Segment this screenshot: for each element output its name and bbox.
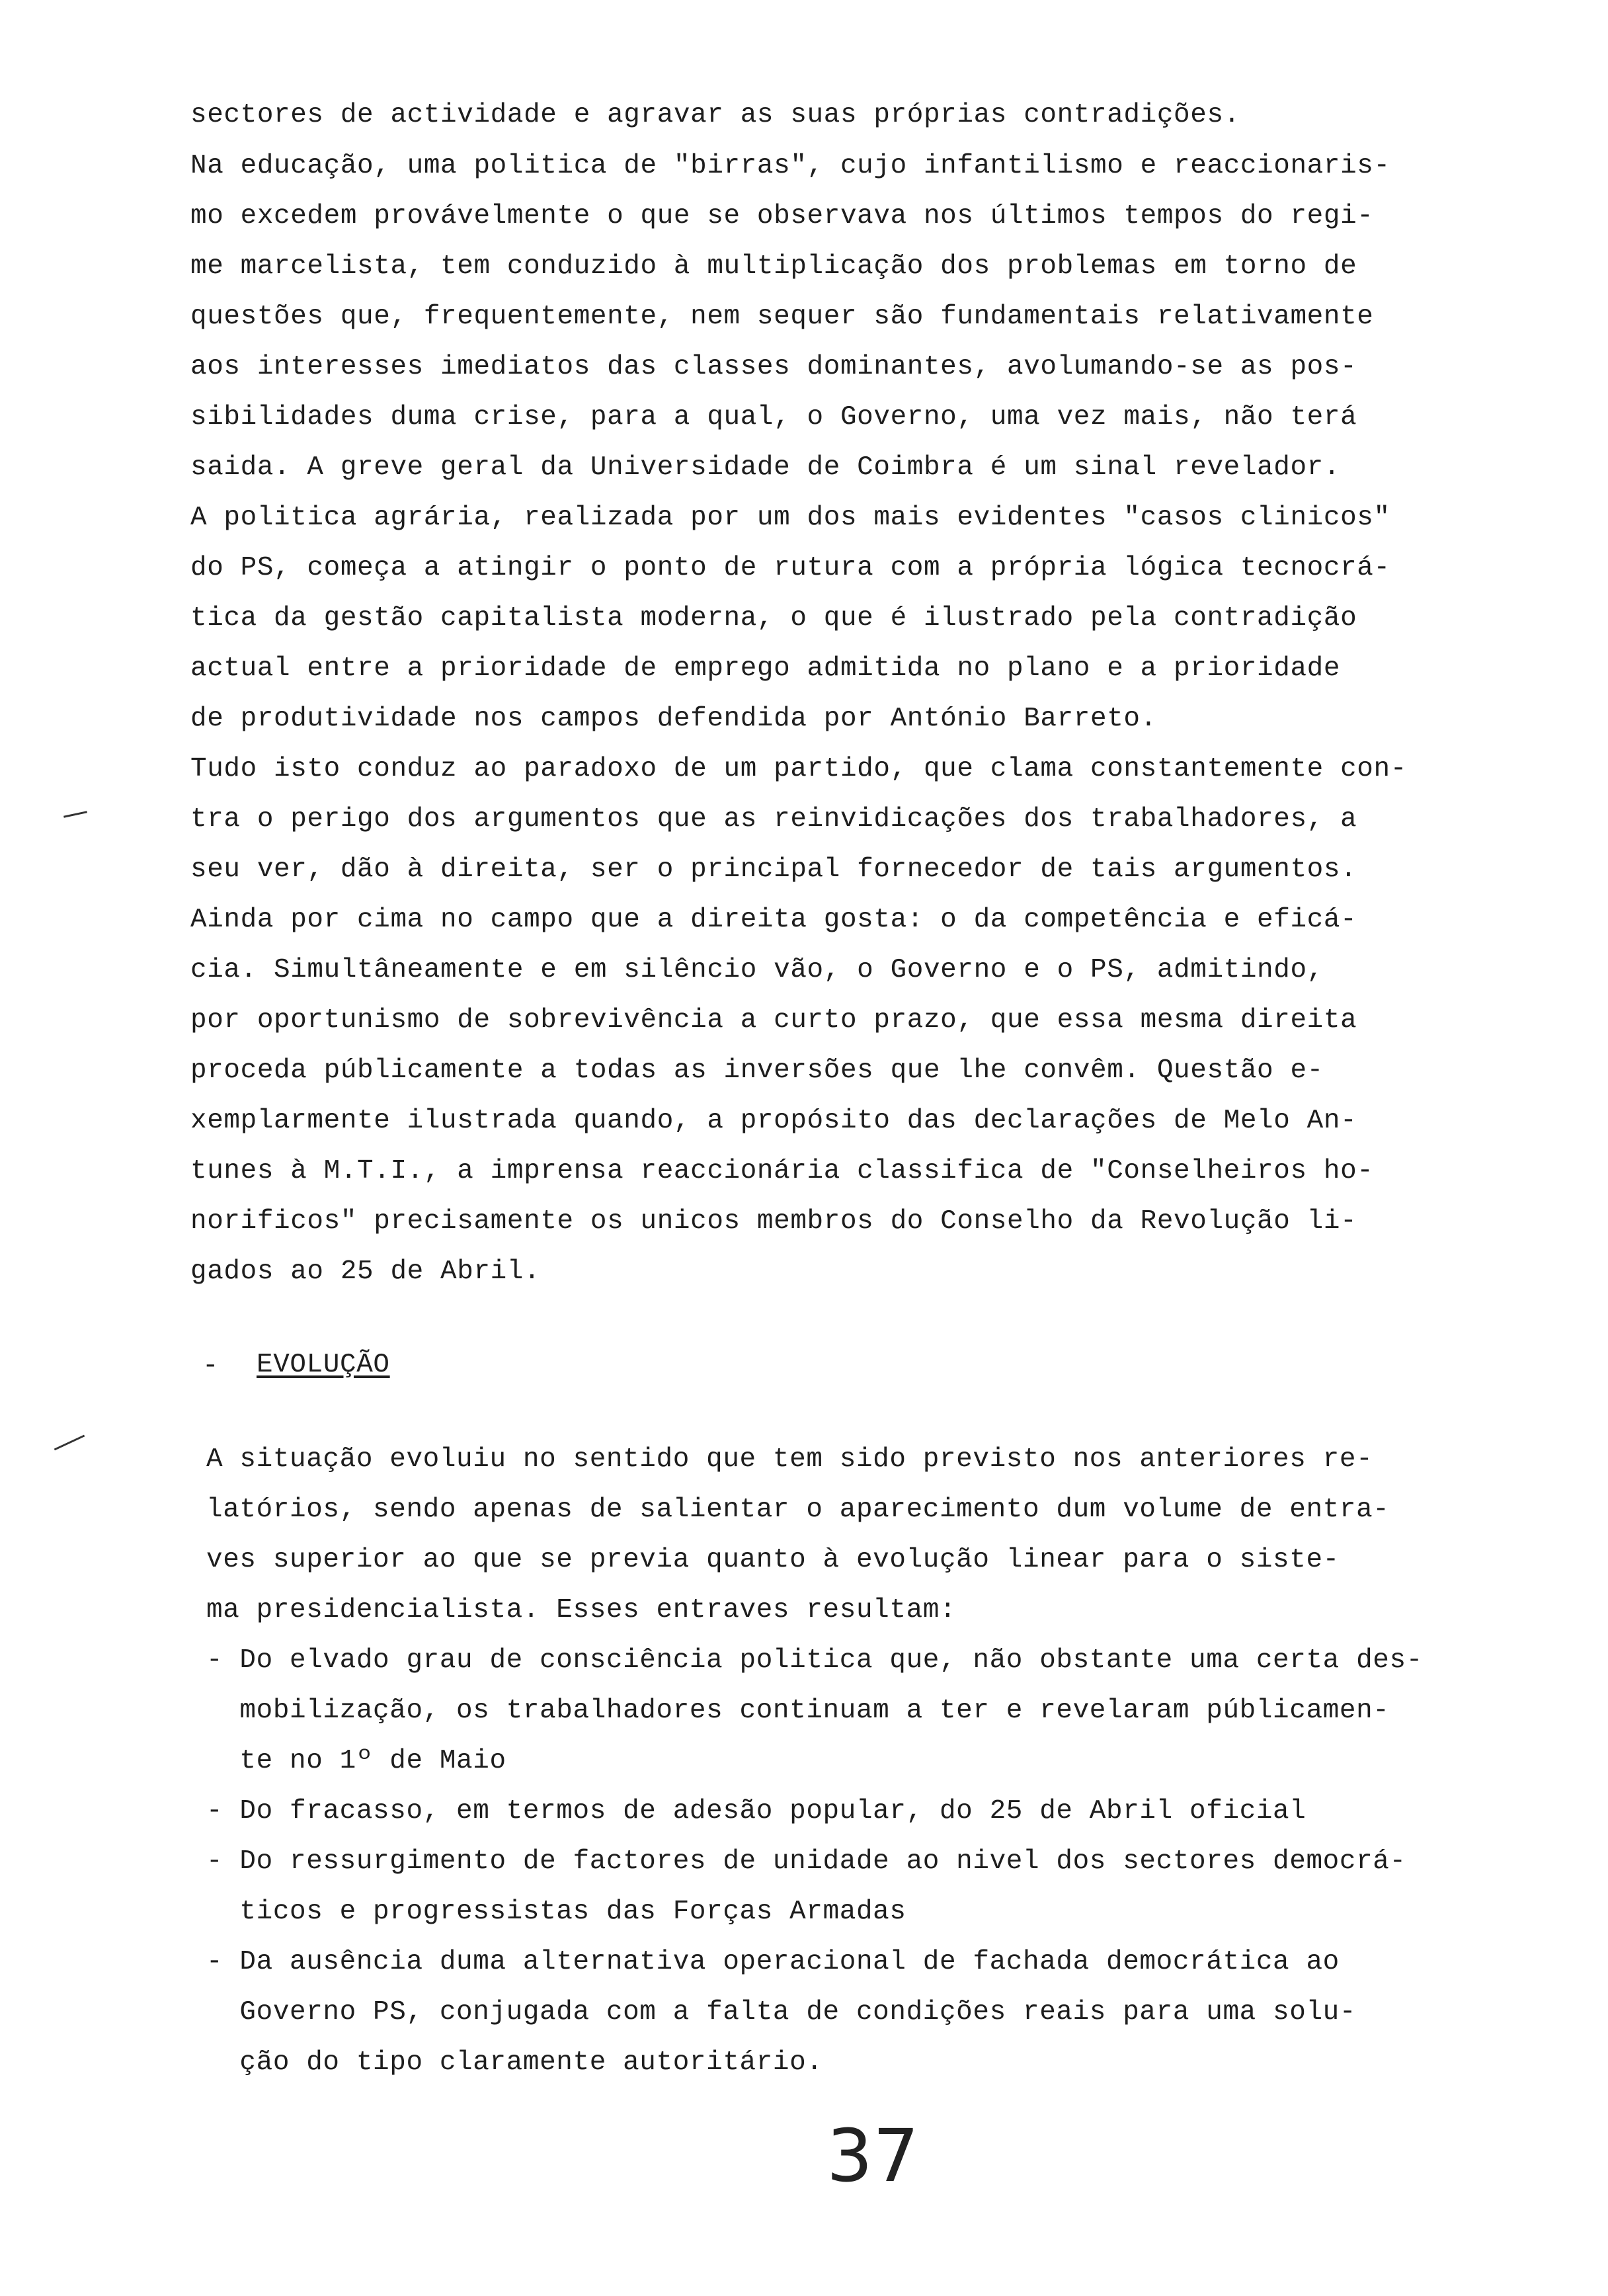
text-line: questões que, frequentemente, nem sequer são fundamentais relativamente (190, 302, 1374, 332)
text-line: xemplarmente ilustrada quando, a propósito das declarações de Melo An- (190, 1106, 1357, 1136)
text-line: tunes à M.T.I., a imprensa reaccionária classifica de "Conselheiros ho- (190, 1156, 1374, 1186)
text-line: por oportunismo de sobrevivência a curto prazo, que essa mesma direita (190, 1005, 1357, 1036)
list-item: - Da ausência duma alternativa operacional de fachada democrática ao (206, 1947, 1340, 1977)
text-line: ves superior ao que se previa quanto à evolução linear para o siste- (206, 1545, 1340, 1575)
list-item: - Do fracasso, em termos de adesão popular, do 25 de Abril oficial (206, 1796, 1306, 1826)
text-line: me marcelista, tem conduzido à multiplicação dos problemas em torno de (190, 251, 1357, 282)
text-line: sibilidades duma crise, para a qual, o Governo, uma vez mais, não terá (190, 402, 1357, 432)
margin-mark (63, 811, 87, 817)
text-line: A situação evoluiu no sentido que tem sido previsto nos anteriores re- (206, 1444, 1373, 1475)
text-line: actual entre a prioridade de emprego admitida no plano e a prioridade (190, 653, 1341, 684)
text-line: tra o perigo dos argumentos que as reinvidicações dos trabalhadores, a (190, 804, 1357, 835)
text-line: proceda públicamente a todas as inversões que lhe convêm. Questão e- (190, 1055, 1324, 1086)
text-line: Tudo isto conduz ao paradoxo de um partido, que clama constantemente con- (190, 754, 1407, 784)
text-line: de produtividade nos campos defendida por António Barreto. (190, 704, 1157, 734)
text-line: ma presidencialista. Esses entraves resultam: (206, 1595, 957, 1625)
text-line: latórios, sendo apenas de salientar o aparecimento dum volume de entra- (206, 1495, 1390, 1525)
text-line: tica da gestão capitalista moderna, o que é ilustrado pela contradição (190, 603, 1357, 634)
list-item-continuation: te no 1º de Maio (206, 1746, 506, 1776)
text-line: cia. Simultâneamente e em silêncio vão, o Governo e o PS, admitindo, (190, 955, 1324, 985)
text-line: aos interesses imediatos das classes dominantes, avolumando-se as pos- (190, 352, 1357, 382)
text-line: do PS, começa a atingir o ponto de rutura com a própria lógica tecnocrá- (190, 553, 1390, 583)
list-item-continuation: mobilização, os trabalhadores continuam a ter e revelaram públicamen- (206, 1696, 1390, 1726)
text-line: Na educação, uma politica de "birras", cujo infantilismo e reaccionaris- (190, 151, 1390, 181)
section-dash: - (202, 1351, 219, 1381)
section-heading: EVOLUÇÃO (257, 1350, 390, 1380)
list-item: - Do elvado grau de consciência politica que, não obstante uma certa des- (206, 1645, 1423, 1676)
text-line: gados ao 25 de Abril. (190, 1256, 541, 1287)
list-item-continuation: Governo PS, conjugada com a falta de condições reais para uma solu- (206, 1997, 1357, 2028)
text-line: Ainda por cima no campo que a direita gosta: o da competência e eficá- (190, 905, 1357, 935)
text-line: saida. A greve geral da Universidade de Coimbra é um sinal revelador. (190, 452, 1341, 483)
page-number: 37 (826, 2113, 919, 2198)
list-item-continuation: ticos e progressistas das Forças Armadas (206, 1897, 906, 1927)
text-line: mo excedem provávelmente o que se observava nos últimos tempos do regi- (190, 201, 1374, 231)
list-item: - Do ressurgimento de factores de unidade ao nivel dos sectores democrá- (206, 1846, 1406, 1877)
margin-mark (54, 1435, 85, 1451)
text-line: sectores de actividade e agravar as suas próprias contradições. (190, 100, 1240, 130)
text-line: norificos" precisamente os unicos membros do Conselho da Revolução li- (190, 1206, 1357, 1237)
text-line: seu ver, dão à direita, ser o principal fornecedor de tais argumentos. (190, 854, 1357, 885)
list-item-continuation: ção do tipo claramente autoritário. (206, 2047, 823, 2078)
text-line: A politica agrária, realizada por um dos mais evidentes "casos clinicos" (190, 503, 1390, 533)
